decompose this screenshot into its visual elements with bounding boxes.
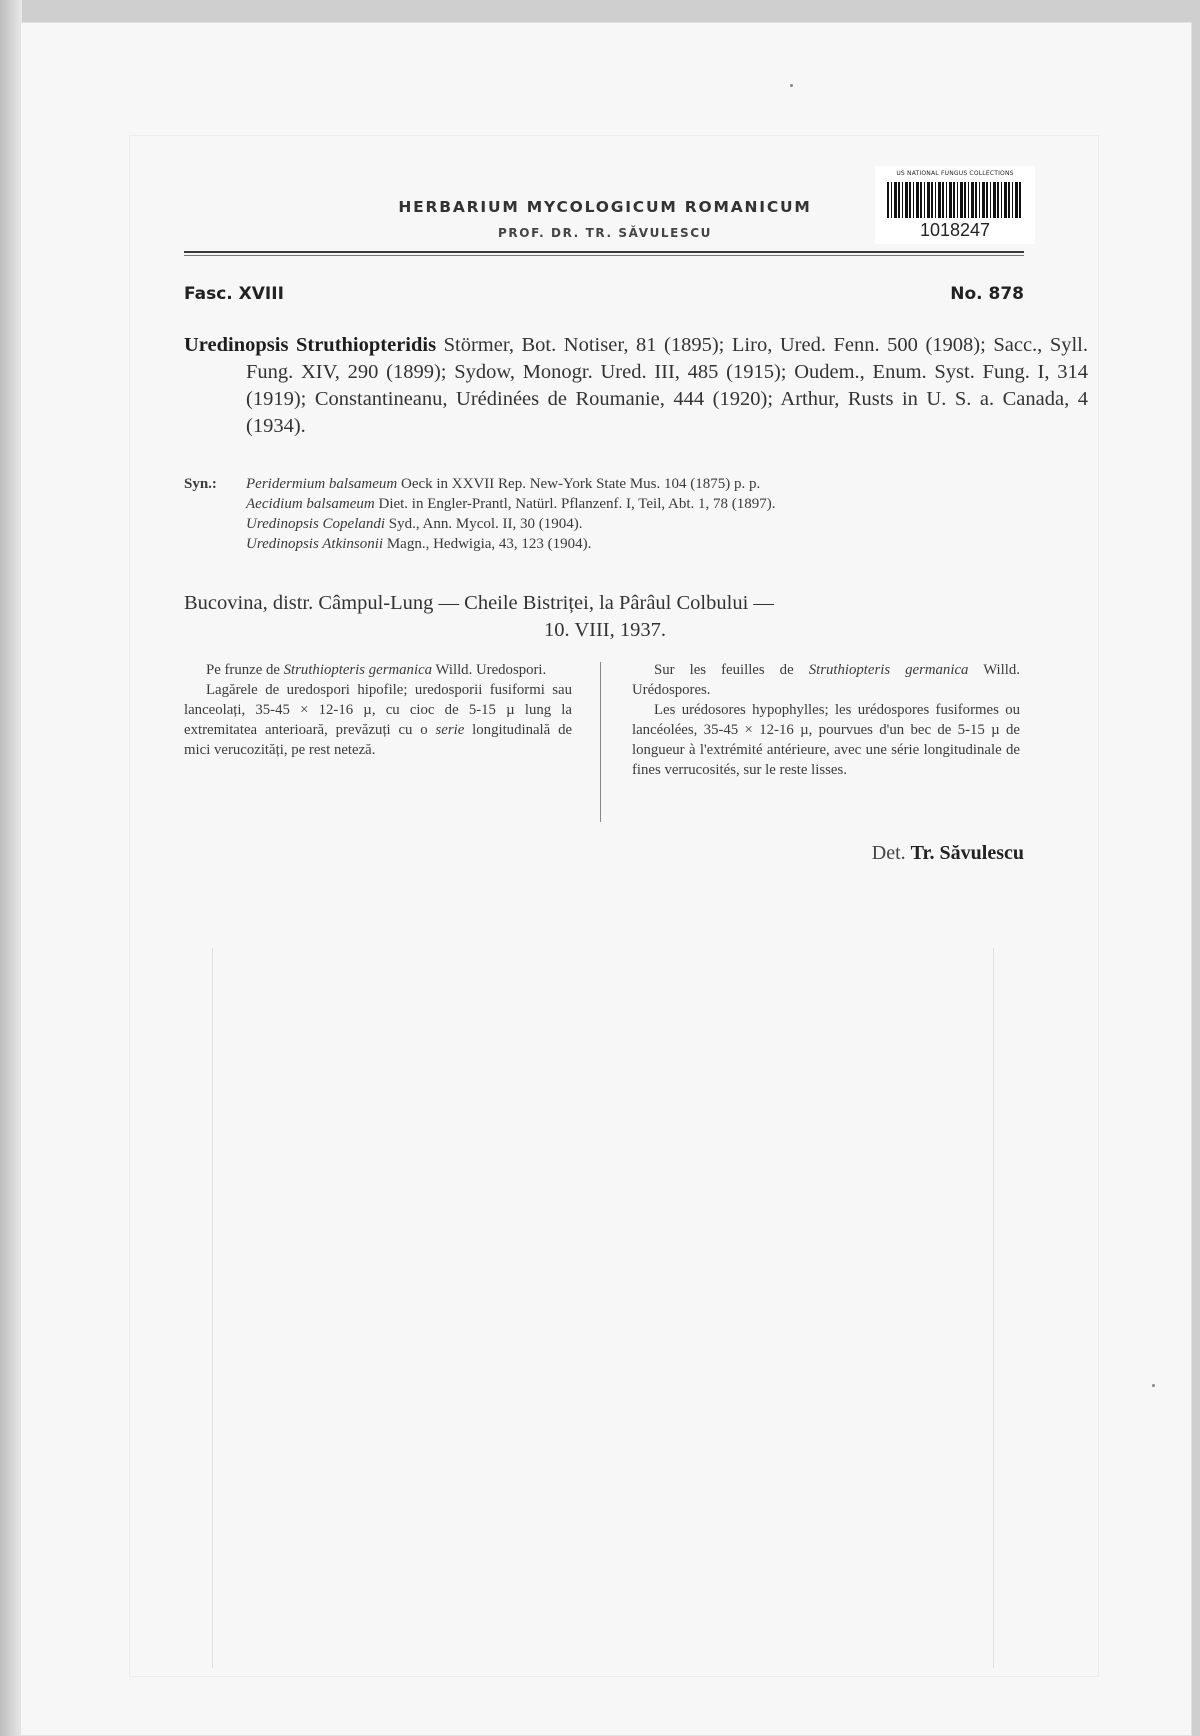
taxon-references: Störmer, Bot. Notiser, 81 (1895); Liro, Ured. Fenn. 500 (1908); Sacc., Syll. Fung. XIV, 290 (1899); Sydow, Monogr. Ured. III, 485 (1915); Oudem., Enum. Syst. Fung. I, 314 (1919); Constantineanu, Urédinées de Roumanie, 444 (1920); Arthur, Rusts in U. S. a. Canada, 4 (1934).: [246, 334, 1089, 437]
synonyms-label: Syn.:: [184, 476, 217, 492]
host-intro: Sur les feuilles de: [654, 662, 794, 678]
host-name: Struthiopteris germanica: [283, 662, 433, 678]
synonyms-list: [246, 474, 1026, 554]
collection-date: 10. VIII, 1937.: [543, 619, 667, 641]
host-french: [632, 660, 1020, 700]
desc-italic: serie: [435, 722, 465, 738]
speck: [1152, 1384, 1155, 1387]
description-french: [632, 660, 1020, 780]
fascicle-label: Fasc. XVIII: [184, 284, 284, 304]
barcode-icon: [887, 182, 1023, 218]
determiner: [872, 842, 1024, 865]
determiner-prefix: Det.: [871, 842, 906, 864]
herbarium-subtitle: PROF. DR. TR. SĂVULESCU: [498, 226, 712, 240]
synonym-entry: [246, 534, 1026, 554]
synonym-ref: Magn., Hedwigia, 43, 123 (1904).: [386, 536, 592, 552]
sheet-edge: [0, 0, 22, 1736]
synonym-ref: Oeck in XXVII Rep. New-York State Mus. 104 (1875) p. p.: [400, 476, 761, 492]
synonym-name: Peridermium balsameum: [246, 476, 398, 492]
desc-text: Lagărele de uredospori hipofile; uredosporii fusiformi sau lanceolați, 35-45 × 12-16 µ, cu cioc de 5-15 µ lung la extremitatea anterioară, prevăzuți cu o: [184, 682, 572, 738]
determiner-name: Tr. Săvulescu: [910, 842, 1024, 864]
synonym-ref: Syd., Ann. Mycol. II, 30 (1904).: [388, 516, 583, 532]
spore-description-romanian: [184, 680, 572, 760]
host-romanian: [184, 660, 572, 680]
barcode-number: 1018247: [919, 220, 991, 240]
host-name: Struthiopteris germanica: [808, 662, 969, 678]
synonym-entry: [246, 494, 1026, 514]
spore-description-french: Les urédosores hypophylles; les urédospores fusiformes ou lancéolées, 35-45 × 12-16 µ, pourvues d'un bec de 5-15 µ de longueur à l'extrémité antérieure, avec une série longitudinale de fines verrucosités, sur le reste lisses.: [632, 702, 1020, 778]
host-intro: Pe frunze de: [206, 662, 280, 678]
synonyms-block: [184, 474, 1026, 554]
speck: [790, 84, 793, 87]
column-divider: [600, 662, 601, 822]
host-tail: Willd. Urédospores.: [632, 662, 1020, 698]
synonym-name: Uredinopsis Copelandi: [246, 516, 386, 532]
synonym-entry: [246, 514, 1026, 534]
specimen-packet-outline: [212, 948, 994, 1668]
synonym-entry: [246, 474, 1026, 494]
taxon-citation: [184, 332, 1088, 440]
desc-text: longitudinală de mici verucozități, pe rest neteză.: [184, 722, 573, 758]
taxon-name: Uredinopsis Struthiopteridis: [184, 334, 437, 356]
description-romanian: [184, 660, 572, 760]
synonym-name: Aecidium balsameum: [246, 496, 375, 512]
collection-locality: [184, 590, 1026, 644]
barcode-org: US NATIONAL FUNGUS COLLECTIONS: [896, 170, 1014, 177]
herbarium-title: HERBARIUM MYCOLOGICUM ROMANICUM: [398, 198, 812, 216]
exsiccata-number: No. 878: [950, 284, 1024, 304]
header-rule-thin: [184, 255, 1024, 256]
synonym-ref: Diet. in Engler-Prantl, Natürl. Pflanzenf. I, Teil, Abt. 1, 78 (1897).: [378, 496, 776, 512]
host-tail: Willd. Uredospori.: [435, 662, 547, 678]
barcode-label: [875, 166, 1035, 244]
header-rule: [184, 251, 1024, 253]
locality-place: Bucovina, distr. Câmpul-Lung — Cheile Bistriței, la Pârâul Colbului —: [184, 592, 774, 614]
synonym-name: Uredinopsis Atkinsonii: [246, 536, 384, 552]
